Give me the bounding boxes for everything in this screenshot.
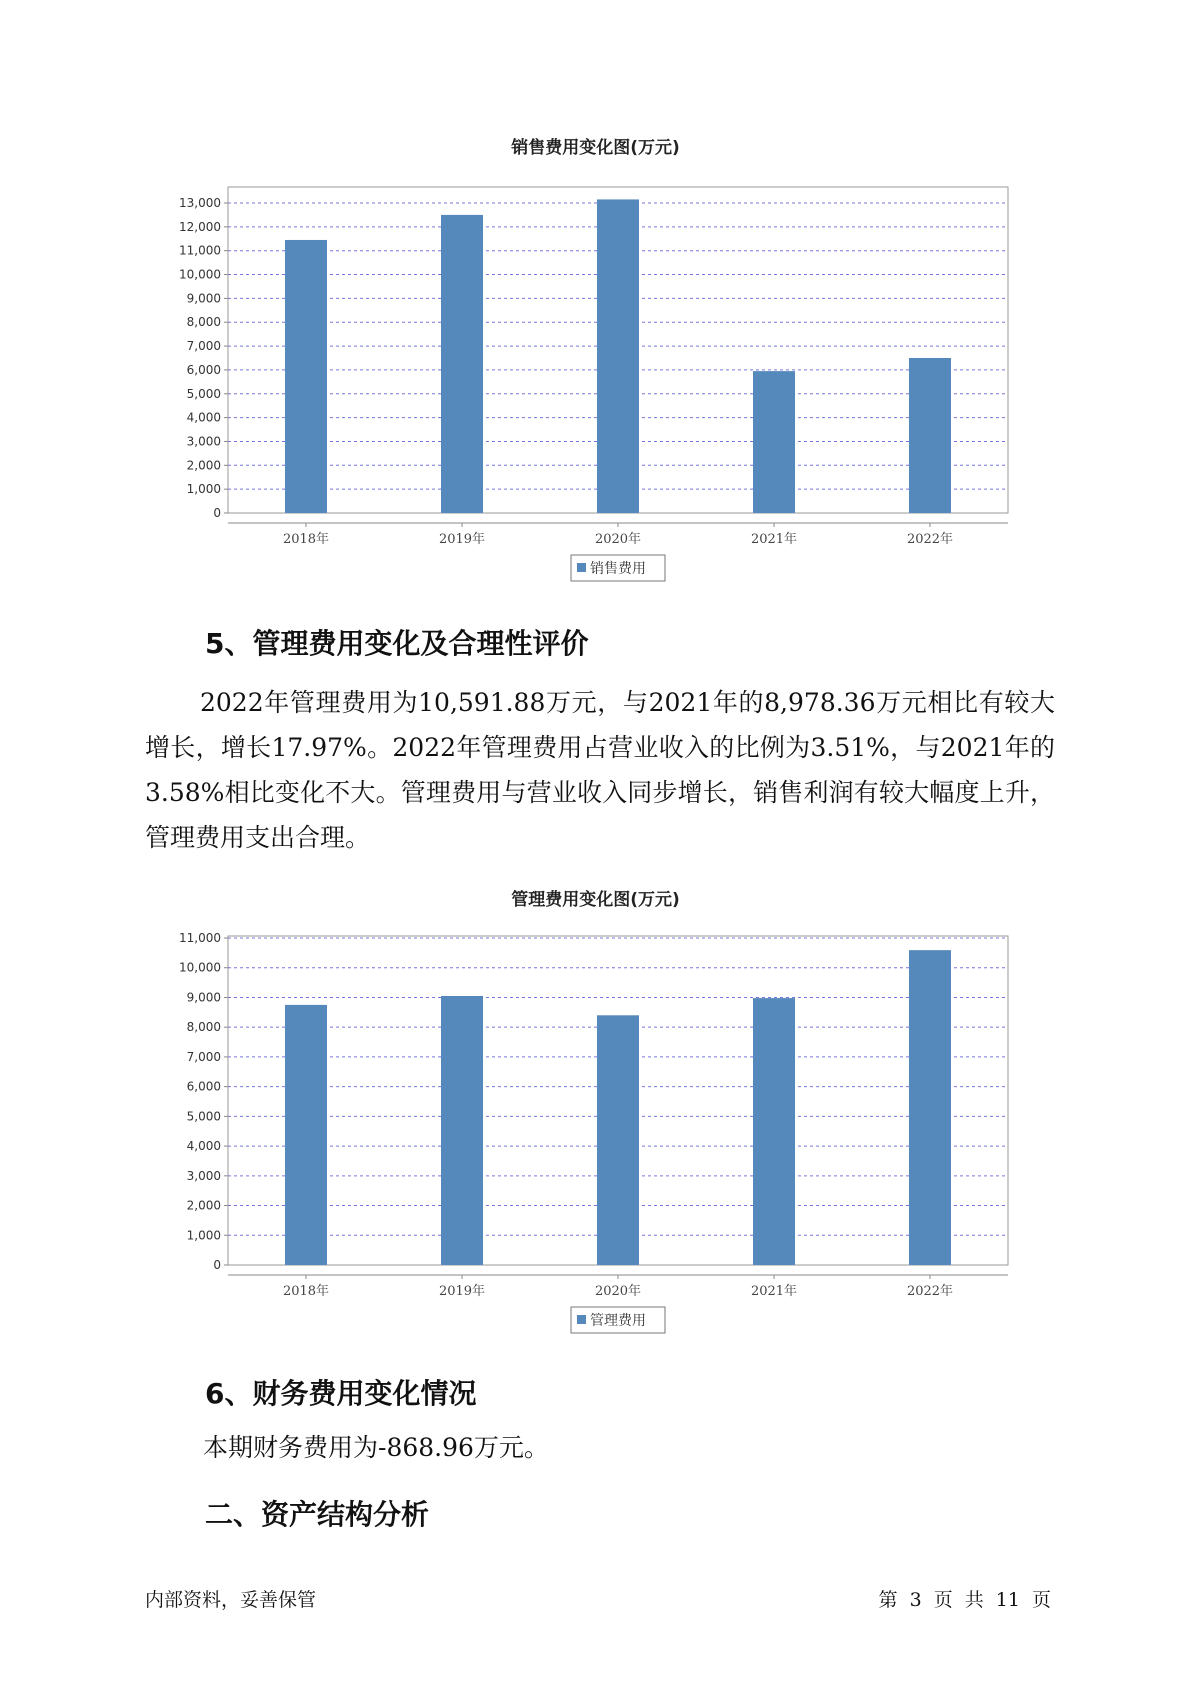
section-two-heading: 二、资产结构分析 xyxy=(205,1498,430,1531)
y-tick-label: 2,000 xyxy=(186,1198,221,1213)
section6-paragraph: 本期财务费用为-868.96万元。 xyxy=(203,1433,549,1462)
legend-swatch xyxy=(577,1315,586,1324)
admin-expense-chart xyxy=(0,912,1191,1329)
footer-confidential: 内部资料，妥善保管 xyxy=(145,1589,317,1611)
section6-heading: 6、财务费用变化情况 xyxy=(205,1377,477,1410)
y-tick-label: 2,000 xyxy=(186,458,221,473)
bar xyxy=(909,358,951,513)
y-tick-label: 13,000 xyxy=(179,196,221,210)
y-tick-label: 10,000 xyxy=(179,960,221,975)
bar xyxy=(441,215,483,513)
y-tick-label: 8,000 xyxy=(186,1020,221,1035)
y-tick-label: 4,000 xyxy=(186,410,221,425)
x-tick-label: 2021年 xyxy=(750,532,798,547)
legend xyxy=(571,555,665,581)
y-tick-label: 5,000 xyxy=(186,386,221,401)
x-tick-label: 2021年 xyxy=(750,1284,798,1299)
x-tick-label: 2020年 xyxy=(594,1284,642,1299)
y-tick-label: 0 xyxy=(213,506,221,520)
y-tick-label: 10,000 xyxy=(179,267,221,282)
bar xyxy=(597,1015,639,1265)
bar xyxy=(441,996,483,1265)
footer-page-number: 第 3 页 共 11 页 xyxy=(878,1589,1051,1611)
bar xyxy=(753,998,795,1265)
section5-heading: 5、管理费用变化及合理性评价 xyxy=(205,627,589,660)
legend xyxy=(571,1307,665,1333)
bar xyxy=(597,199,639,513)
x-tick-label: 2022年 xyxy=(906,532,954,547)
bar xyxy=(285,1005,327,1265)
y-tick-label: 4,000 xyxy=(186,1139,221,1154)
y-tick-label: 6,000 xyxy=(186,1079,221,1094)
x-tick-label: 2018年 xyxy=(282,532,330,547)
x-tick-label: 2019年 xyxy=(438,532,486,547)
legend-swatch xyxy=(577,563,586,572)
bar xyxy=(285,240,327,513)
y-tick-label: 1,000 xyxy=(186,1228,221,1243)
y-tick-label: 7,000 xyxy=(186,1049,221,1064)
y-tick-label: 5,000 xyxy=(186,1109,221,1124)
legend-label: 销售费用 xyxy=(590,561,646,577)
bar xyxy=(753,371,795,513)
sales-expense-chart xyxy=(0,160,1191,577)
y-tick-label: 1,000 xyxy=(186,482,221,497)
y-tick-label: 0 xyxy=(213,1258,221,1272)
y-tick-label: 3,000 xyxy=(186,434,221,449)
y-tick-label: 12,000 xyxy=(179,219,221,234)
y-tick-label: 8,000 xyxy=(186,315,221,330)
y-tick-label: 7,000 xyxy=(186,339,221,354)
x-tick-label: 2019年 xyxy=(438,1284,486,1299)
chart2-title: 管理费用变化图(万元) xyxy=(511,890,680,910)
x-tick-label: 2022年 xyxy=(906,1284,954,1299)
x-tick-label: 2020年 xyxy=(594,532,642,547)
x-tick-label: 2018年 xyxy=(282,1284,330,1299)
y-tick-label: 9,000 xyxy=(186,291,221,306)
y-tick-label: 9,000 xyxy=(186,990,221,1005)
y-tick-label: 6,000 xyxy=(186,362,221,377)
y-tick-label: 3,000 xyxy=(186,1168,221,1183)
chart1-title: 销售费用变化图(万元) xyxy=(511,138,680,158)
bar xyxy=(909,950,951,1265)
y-tick-label: 11,000 xyxy=(179,243,221,258)
legend-label: 管理费用 xyxy=(590,1313,646,1329)
y-tick-label: 11,000 xyxy=(179,931,221,945)
section5-paragraph: 2022年管理费用为10,591.88万元，与2021年的8,978.36万元相比有较大增长，增长17.97%。2022年管理费用占营业收入的比例为3.51%，与2021年的3.58%相比变化不大。管理费用与营业收入同步增长，销售利润有较大幅度上升，管理费用支出合理。 xyxy=(145,688,1055,852)
